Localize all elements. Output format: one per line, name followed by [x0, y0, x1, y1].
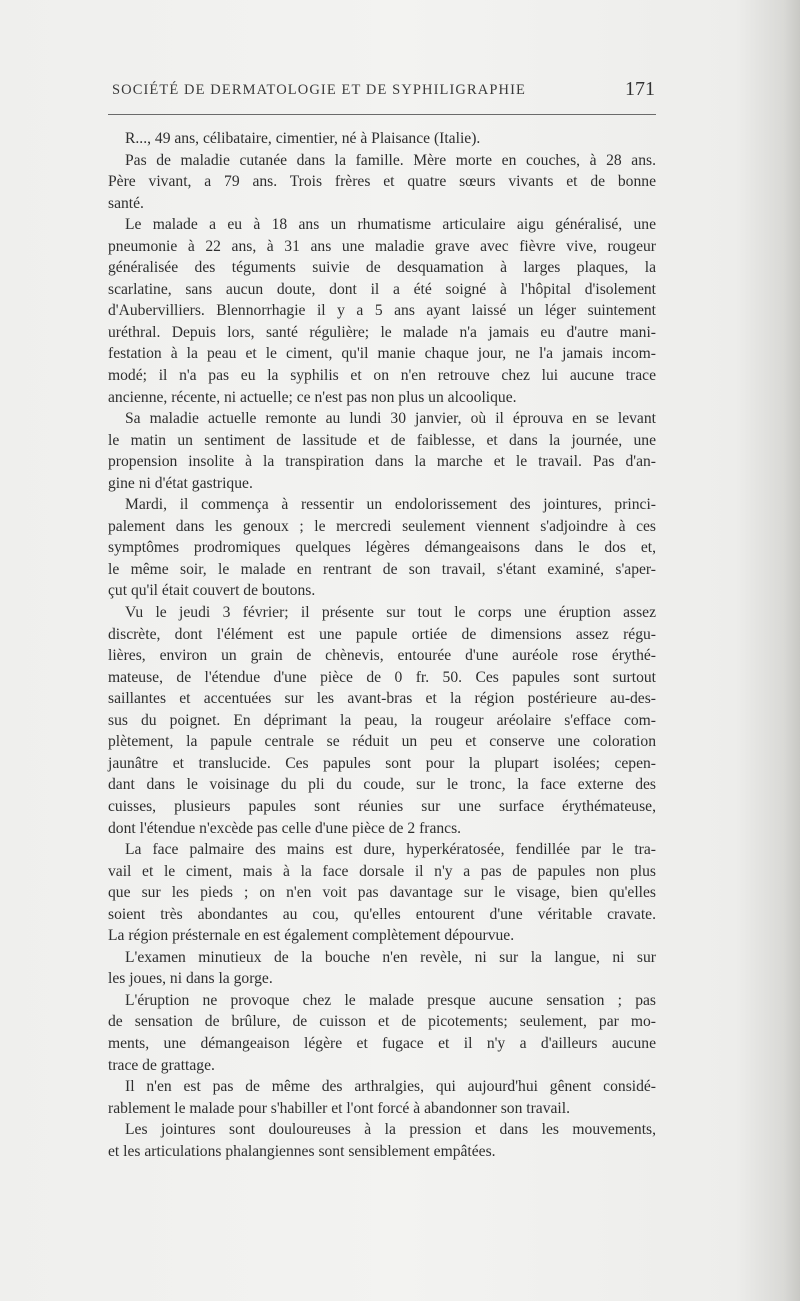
- text-line: de sensation de brûlure, de cuisson et de picotements; seulement, par mo-: [108, 1013, 656, 1031]
- paragraph: [108, 839, 656, 947]
- text-line: discrète, dont l'élément est une papule ortiée de dimensions assez régu-: [108, 625, 656, 643]
- text-line: Le malade a eu à 18 ans un rhumatisme articulaire aigu généralisé, une: [125, 216, 656, 234]
- text-line: modé; il n'a pas eu la syphilis et on n'en retrouve chez lui aucune trace: [108, 367, 656, 385]
- text-line: mateuse, de l'étendue d'une pièce de 0 fr. 50. Ces papules sont surtout: [108, 668, 656, 686]
- text-line: plètement, la papule centrale se réduit un peu et conserve une coloration: [108, 733, 656, 751]
- text-line: le même soir, le malade en rentrant de son travail, s'étant examiné, s'aper-: [108, 560, 656, 578]
- text-line: L'éruption ne provoque chez le malade presque aucune sensation ; pas: [125, 991, 656, 1009]
- paragraph: [108, 990, 656, 1076]
- text-line: scarlatine, sans aucun doute, dont il a été soigné à l'hôpital d'isolement: [108, 280, 656, 298]
- text-line: Sa maladie actuelle remonte au lundi 30 janvier, où il éprouva en se levant: [125, 410, 656, 428]
- paragraph: [108, 128, 656, 150]
- text-line: Vu le jeudi 3 février; il présente sur tout le corps une éruption assez: [125, 604, 656, 622]
- paragraph: [108, 1076, 656, 1119]
- text-line: le matin un sentiment de lassitude et de faiblesse, et dans la journée, une: [108, 431, 656, 449]
- text-line: La région présternale en est également complètement dépourvue.: [108, 927, 515, 945]
- text-line: Pas de maladie cutanée dans la famille. Mère morte en couches, à 28 ans.: [125, 151, 656, 169]
- text-line: dont l'étendue n'excède pas celle d'une pièce de 2 francs.: [108, 819, 462, 837]
- text-line: vail et le ciment, mais à la face dorsale il n'y a pas de papules non plus: [108, 862, 656, 880]
- text-line: généralisée des téguments suivie de desquamation à larges plaques, la: [108, 259, 656, 277]
- paragraph: [108, 150, 656, 215]
- text-line: propension insolite à la transpiration dans la marche et le travail. Pas d'an-: [108, 453, 656, 471]
- text-line: jaunâtre et translucide. Ces papules sont pour la plupart isolées; cepen-: [108, 754, 656, 772]
- page-number: 171: [625, 78, 655, 100]
- text-line: palement dans les genoux ; le mercredi seulement viennent s'adjoindre à ces: [108, 517, 656, 535]
- text-line: Mardi, il commença à ressentir un endolorissement des jointures, princi-: [125, 496, 656, 514]
- paragraph: [108, 1119, 656, 1162]
- text-line: dant dans le voisinage du pli du coude, sur le tronc, la face externe des: [108, 776, 656, 794]
- text-line: L'examen minutieux de la bouche n'en revèle, ni sur la langue, ni sur: [125, 948, 656, 966]
- text-line: çut qu'il était couvert de boutons.: [108, 582, 316, 600]
- text-line: lières, environ un grain de chènevis, entourée d'une auréole rose érythé-: [108, 647, 656, 665]
- text-line: festation à la peau et le ciment, qu'il manie chaque jour, ne l'a jamais incom-: [108, 345, 656, 363]
- text-line: et les articulations phalangiennes sont sensiblement empâtées.: [108, 1142, 496, 1160]
- text-line: gine ni d'état gastrique.: [108, 474, 253, 492]
- body-text: [108, 128, 656, 1162]
- text-line: ancienne, récente, ni actuelle; ce n'est pas non plus un alcoolique.: [108, 388, 517, 406]
- text-line: saillantes et accentuées sur les avant-bras et la région postérieure au-des-: [108, 690, 656, 708]
- paragraph: [108, 408, 656, 494]
- paragraph: [108, 602, 656, 839]
- text-line: Père vivant, a 79 ans. Trois frères et quatre sœurs vivants et de bonne: [108, 173, 656, 191]
- text-line: symptômes prodromiques quelques légères démangeaisons dans le dos et,: [108, 539, 656, 557]
- text-line: Les jointures sont douloureuses à la pression et dans les mouvements,: [125, 1121, 656, 1139]
- running-header: [112, 78, 655, 102]
- text-line: cuisses, plusieurs papules sont réunies sur une surface érythémateuse,: [108, 797, 656, 815]
- text-line: rablement le malade pour s'habiller et l'ont forcé à abandonner son travail.: [108, 1099, 570, 1117]
- text-line: pneumonie à 22 ans, à 31 ans une maladie grave avec fièvre vive, rougeur: [108, 237, 656, 255]
- text-line: ments, une démangeaison légère et fugace et il n'y a d'ailleurs aucune: [108, 1034, 656, 1052]
- text-line: trace de grattage.: [108, 1056, 215, 1074]
- paragraph: [108, 494, 656, 602]
- text-line: santé.: [108, 194, 144, 212]
- text-line: sus du poignet. En déprimant la peau, la rougeur aréolaire s'efface com-: [108, 711, 656, 729]
- text-line: les joues, ni dans la gorge.: [108, 970, 273, 988]
- text-line: soient très abondantes au cou, qu'elles entourent d'une véritable cravate.: [108, 905, 656, 923]
- text-line: R..., 49 ans, célibataire, cimentier, né à Plaisance (Italie).: [125, 130, 481, 147]
- paragraph: [108, 947, 656, 990]
- text-line: Il n'en est pas de même des arthralgies, qui aujourd'hui gênent considé-: [125, 1078, 656, 1096]
- header-rule: [108, 114, 656, 115]
- paragraph: [108, 214, 656, 408]
- running-title: SOCIÉTÉ DE DERMATOLOGIE ET DE SYPHILIGRAPHIE: [112, 82, 526, 98]
- text-line: La face palmaire des mains est dure, hyperkératosée, fendillée par le tra-: [125, 841, 656, 859]
- text-line: d'Aubervilliers. Blennorrhagie il y a 5 ans ayant laissé un léger suintement: [108, 302, 656, 320]
- text-line: uréthral. Depuis lors, santé régulière; le malade n'a jamais eu d'autre mani-: [108, 323, 656, 341]
- text-line: que sur les pieds ; on n'en voit pas davantage sur le visage, bien qu'elles: [108, 884, 656, 902]
